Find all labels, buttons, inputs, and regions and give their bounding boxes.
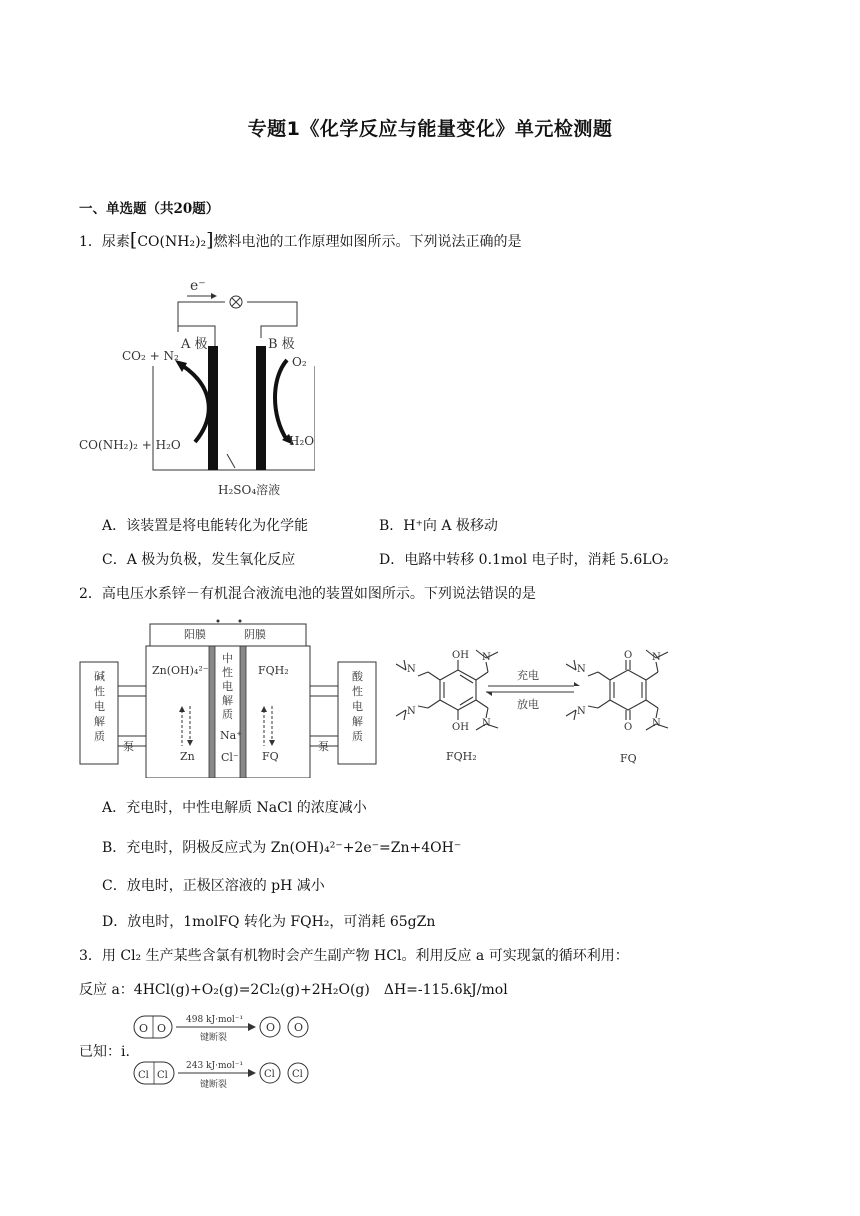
- chlorine-atom: Cl: [264, 1069, 275, 1080]
- fqh2-label: FQH₂: [446, 750, 477, 763]
- q3-reaction-a: 反应 a：4HCl(g)+O₂(g)=2Cl₂(g)+2H₂O(g) ΔH=-115.6kJ/mol: [79, 982, 508, 998]
- q3-bond-energy-diagram: [130, 1010, 330, 1092]
- sodium-ion-label: Na⁺: [220, 729, 242, 742]
- hydroxyl-label: OH: [452, 650, 469, 661]
- nitrogen-atom-label: N: [577, 706, 586, 717]
- q2-option-a: A．充电时，中性电解质 NaCl 的浓度减小: [102, 800, 367, 816]
- hydroxyl-label: OH: [452, 722, 469, 733]
- electrode-a-label: A 极: [181, 337, 208, 352]
- chloride-ion-label: Cl⁻: [221, 751, 239, 764]
- zincate-label: Zn(OH)₄²⁻: [152, 664, 209, 677]
- q2-option-b: B．充电时，阴极反应式为 Zn(OH)₄²⁻+2e⁻=Zn+4OH⁻: [102, 840, 462, 856]
- q1-stem-suffix: 燃料电池的工作原理如图所示。下列说法正确的是: [213, 234, 522, 250]
- electrolyte-label: H₂SO₄溶液: [218, 483, 281, 497]
- acidic-electrolyte-label: 酸性电解质: [352, 670, 363, 743]
- q1-stem-prefix: 1．尿素: [79, 234, 130, 250]
- q2-molecule-equilibrium: [380, 628, 690, 778]
- oxygen-atom: O: [139, 1022, 149, 1035]
- page-title: 专题1《化学反应与能量变化》单元检测题: [247, 118, 613, 140]
- product-label-a: CO₂ + N₂: [122, 349, 179, 363]
- q1-option-d: D．电路中转移 0.1mol 电子时，消耗 5.6LO₂: [379, 552, 669, 568]
- pump-right-label: 泵: [318, 740, 329, 753]
- question-1-stem: 1．尿素[CO(NH₂)₂]燃料电池的工作原理如图所示。下列说法正确的是: [79, 229, 522, 251]
- alkaline-electrolyte-label: 碱性电解质: [94, 670, 105, 743]
- reactant-label-b: O₂: [292, 355, 307, 369]
- cl2-bond-energy: 243 kJ·mol⁻¹: [186, 1061, 244, 1071]
- pump-left-label: 泵: [123, 740, 134, 753]
- q1-formula: CO(NH₂)₂: [137, 234, 207, 250]
- nitrogen-atom-label: N: [407, 706, 416, 717]
- oxygen-atom: O: [266, 1021, 276, 1034]
- chlorine-atom: Cl: [138, 1070, 149, 1081]
- nitrogen-atom-label: N: [407, 664, 416, 675]
- q2-option-c: C．放电时，正极区溶液的 pH 减小: [102, 878, 325, 894]
- oxygen-atom: O: [157, 1022, 167, 1035]
- o2-bond-energy: 498 kJ·mol⁻¹: [186, 1015, 244, 1025]
- zinc-label: Zn: [180, 750, 195, 763]
- q1-fuel-cell-diagram: [75, 268, 315, 504]
- q2-option-d: D．放电时，1molFQ 转化为 FQH₂，可消耗 65gZn: [102, 914, 436, 930]
- charge-label: 充电: [517, 669, 539, 682]
- q1-option-c: C．A 极为负极，发生氧化反应: [102, 552, 296, 568]
- nitrogen-atom-label: N: [577, 664, 586, 675]
- electrode-b-label: B 极: [268, 337, 295, 352]
- oxygen-atom: O: [294, 1021, 304, 1034]
- reactant-label-a: CO(NH₂)₂ + H₂O: [79, 438, 181, 452]
- bond-break-label: 键断裂: [200, 1033, 228, 1043]
- bond-break-label: 键断裂: [200, 1080, 228, 1090]
- nitrogen-atom-label: N: [482, 652, 491, 663]
- product-label-b: H₂O: [289, 434, 315, 448]
- discharge-label: 放电: [517, 698, 539, 711]
- q3-known-label: 已知：i.: [79, 1044, 130, 1060]
- fq-label: FQ: [620, 752, 637, 765]
- fqh2-cell-label: FQH₂: [258, 664, 289, 677]
- electrode-b: [256, 346, 266, 470]
- question-2-stem: 2．高电压水系锌－有机混合液流电池的装置如图所示。下列说法错误的是: [79, 586, 536, 602]
- cation-exchange-membrane-label: 阳膜: [184, 628, 206, 641]
- fq-cell-label: FQ: [262, 750, 279, 763]
- nitrogen-atom-label: N: [482, 718, 491, 729]
- q1-option-b: B．H⁺向 A 极移动: [379, 518, 498, 534]
- q2-flow-battery-diagram: [78, 618, 378, 778]
- section-heading: 一、单选题（共20题）: [79, 201, 220, 217]
- question-3-stem: 3．用 Cl₂ 生产某些含氯有机物时会产生副产物 HCl。利用反应 a 可实现氯的循环利用：: [79, 948, 629, 964]
- anion-exchange-membrane-label: 阴膜: [244, 628, 266, 641]
- carbonyl-oxygen-label: O: [624, 650, 633, 661]
- neutral-electrolyte-label: 中性电解质: [222, 652, 233, 721]
- chlorine-atom: Cl: [157, 1070, 168, 1081]
- carbonyl-oxygen-label: O: [624, 722, 633, 733]
- nitrogen-atom-label: N: [652, 718, 661, 729]
- nitrogen-atom-label: N: [652, 652, 661, 663]
- electron-label: e⁻: [190, 278, 206, 294]
- chlorine-atom: Cl: [292, 1069, 303, 1080]
- q1-option-a: A．该装置是将电能转化为化学能: [102, 518, 309, 534]
